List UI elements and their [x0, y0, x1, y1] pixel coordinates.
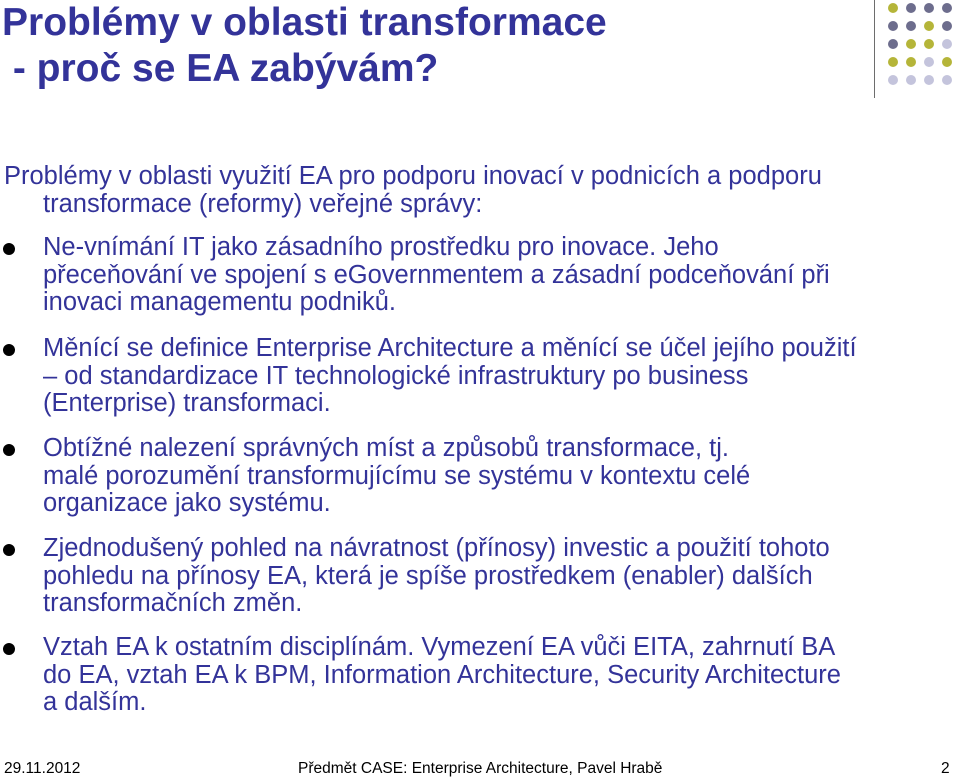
footer-page-number: 2 — [941, 760, 950, 777]
decorative-dot — [888, 3, 898, 13]
decorative-dot — [942, 3, 952, 13]
bullet-dot-icon — [3, 643, 15, 655]
decorative-dot — [888, 75, 898, 85]
footer-date: 29.11.2012 — [4, 760, 81, 777]
bullet-line: a dalším. — [43, 688, 147, 716]
bullet-text — [43, 435, 953, 518]
decorative-dot — [906, 75, 916, 85]
bullet-line: přeceňování ve spojení s eGovernmentem a zásadní podceňování při — [43, 260, 830, 289]
bullet-line: malé porozumění transformujícímu se systému v kontextu celé — [43, 461, 751, 490]
bullet-line: do EA, vztah EA k BPM, Information Architecture, Security Architecture — [43, 660, 841, 689]
decorative-dot — [942, 57, 952, 67]
bullet-dot-icon — [3, 243, 15, 255]
intro-line-2: transformace (reformy) veřejné správy: — [43, 190, 483, 218]
decorative-dot — [924, 57, 934, 67]
bullet-line: Vztah EA k ostatním disciplínám. Vymezení EA vůči EITA, zahrnutí BA — [43, 633, 836, 661]
bullet-dot-icon — [3, 344, 15, 356]
bullet-line: transformačních změn. — [43, 589, 303, 617]
bullet-text — [43, 634, 953, 717]
bullet-line: – od standardizace IT technologické infrastruktury po business — [43, 361, 749, 390]
decorative-dot — [942, 21, 952, 31]
decorative-dot — [906, 57, 916, 67]
intro-line-1: Problémy v oblasti využití EA pro podporu inovací v podnicích a podporu — [4, 162, 822, 190]
footer-course: Předmět CASE: Enterprise Architecture, Pavel Hrabě — [298, 760, 663, 777]
decorative-dot — [942, 39, 952, 49]
bullet-dot-icon — [3, 544, 15, 556]
decorative-dot — [888, 57, 898, 67]
bullet-dot-icon — [3, 444, 15, 456]
bullet-text — [43, 335, 953, 418]
title-line-1: Problémy v oblasti transformace — [2, 1, 607, 44]
decorative-dot — [906, 3, 916, 13]
bullet-line: Obtížné nalezení správných míst a způsobů transformace, tj. — [43, 434, 729, 462]
bullet-line: Měnící se definice Enterprise Architecture a měnící se účel jejího použití — [43, 334, 857, 362]
title-line-2: - proč se EA zabývám? — [2, 47, 439, 90]
bullet-line: organizace jako systému. — [43, 489, 331, 517]
title-divider-line — [874, 0, 875, 98]
decorative-dot — [924, 75, 934, 85]
bullet-line: pohledu na přínosy EA, která je spíše prostředkem (enabler) dalších — [43, 561, 813, 590]
decorative-dot — [888, 21, 898, 31]
bullet-line: Ne-vnímání IT jako zásadního prostředku pro inovace. Jeho — [43, 233, 719, 261]
bullet-line: (Enterprise) transformaci. — [43, 389, 331, 417]
bullet-text — [43, 535, 953, 618]
decorative-dot — [942, 75, 952, 85]
bullet-line: inovaci managementu podniků. — [43, 288, 396, 316]
slide-title — [2, 0, 862, 92]
intro-paragraph — [4, 162, 944, 218]
decorative-dot — [924, 21, 934, 31]
decorative-dot — [924, 3, 934, 13]
decorative-dot — [906, 39, 916, 49]
decorative-dot — [924, 39, 934, 49]
bullet-text — [43, 234, 953, 317]
decorative-dot — [888, 39, 898, 49]
decorative-dot — [906, 21, 916, 31]
bullet-line: Zjednodušený pohled na návratnost (přínosy) investic a použití tohoto — [43, 534, 830, 562]
